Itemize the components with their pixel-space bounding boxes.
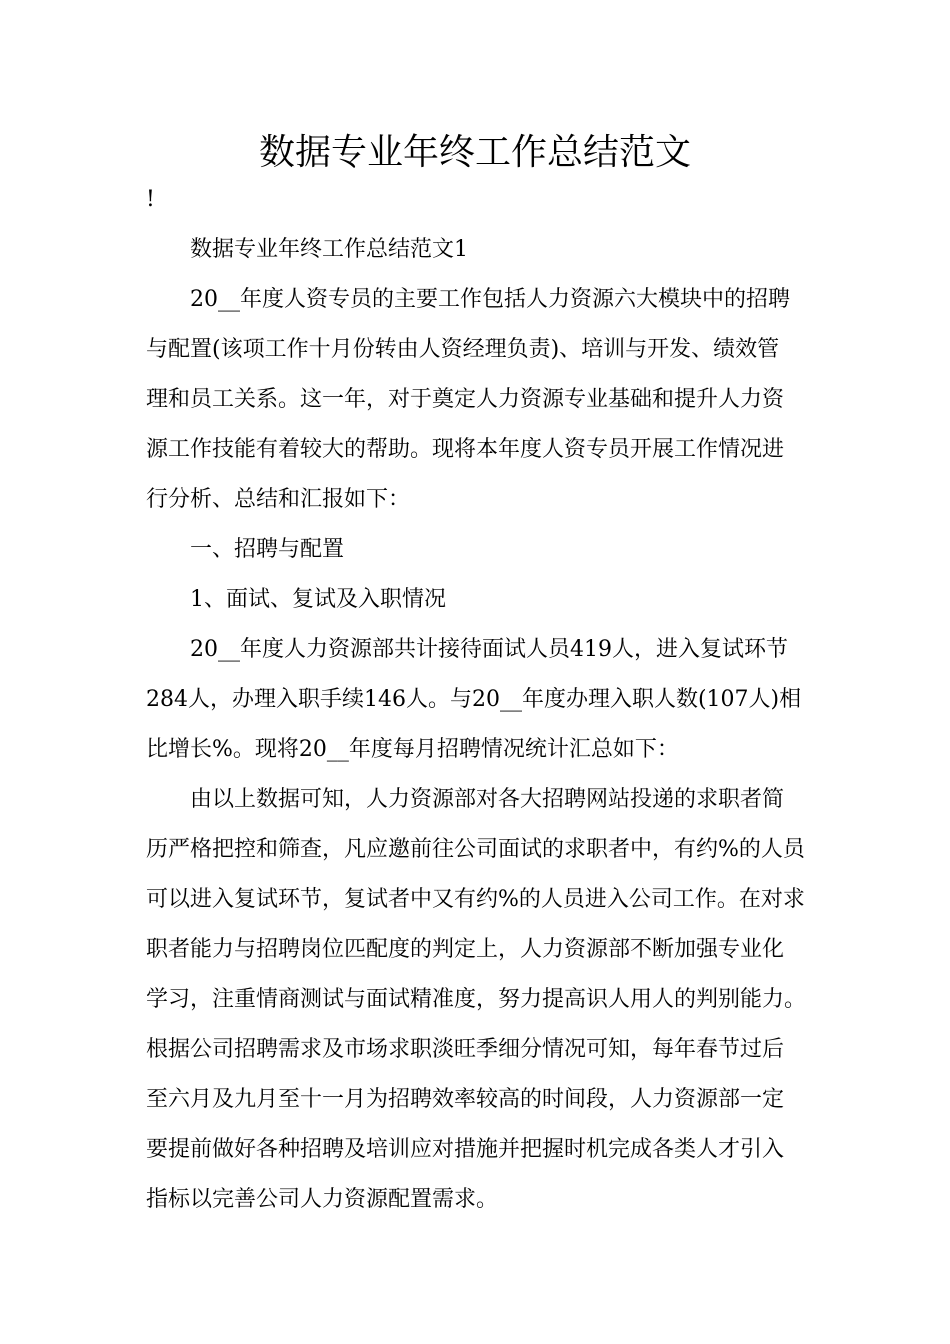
text-line: 由以上数据可知，人力资源部对各大招聘网站投递的求职者简 <box>190 787 785 812</box>
text-line: 职者能力与招聘岗位匹配度的判定上，人力资源部不断加强专业化 <box>146 937 785 962</box>
text-line: 284人，办理入职手续146人。与20__年度办理入职人数(107人)相 <box>146 687 802 712</box>
text-line: 学习，注重情商测试与面试精准度，努力提高识人用人的判别能力。 <box>146 987 807 1012</box>
text-line: 20__年度人力资源部共计接待面试人员419人，进入复试环节 <box>190 637 788 662</box>
text-line: 要提前做好各种招聘及培训应对措施并把握时机完成各类人才引入 <box>146 1137 785 1162</box>
text-line: 比增长%。现将20__年度每月招聘情况统计汇总如下： <box>146 737 679 762</box>
text-line: 历严格把控和筛查，凡应邀前往公司面试的求职者中，有约%的人员 <box>146 837 805 862</box>
text-line: 源工作技能有着较大的帮助。现将本年度人资专员开展工作情况进 <box>146 437 785 462</box>
text-line: 指标以完善公司人力资源配置需求。 <box>146 1187 499 1212</box>
text-line: ! <box>146 187 155 212</box>
document-title: 数据专业年终工作总结范文 <box>258 132 691 173</box>
section-heading: 一、招聘与配置 <box>190 537 345 562</box>
text-line: 可以进入复试环节，复试者中又有约%的人员进入公司工作。在对求 <box>146 887 805 912</box>
text-line: 与配置(该项工作十月份转由人资经理负责)、培训与开发、绩效管 <box>146 337 780 362</box>
text-line: 至六月及九月至十一月为招聘效率较高的时间段，人力资源部一定 <box>146 1087 785 1112</box>
text-line: 理和员工关系。这一年，对于奠定人力资源专业基础和提升人力资 <box>146 387 785 412</box>
subsection-heading: 1、面试、复试及入职情况 <box>190 587 446 612</box>
section-heading: 数据专业年终工作总结范文1 <box>190 237 468 262</box>
text-line: 根据公司招聘需求及市场求职淡旺季细分情况可知，每年春节过后 <box>146 1037 785 1062</box>
text-line: 20__年度人资专员的主要工作包括人力资源六大模块中的招聘 <box>190 287 790 312</box>
text-line: 行分析、总结和汇报如下： <box>146 487 411 512</box>
